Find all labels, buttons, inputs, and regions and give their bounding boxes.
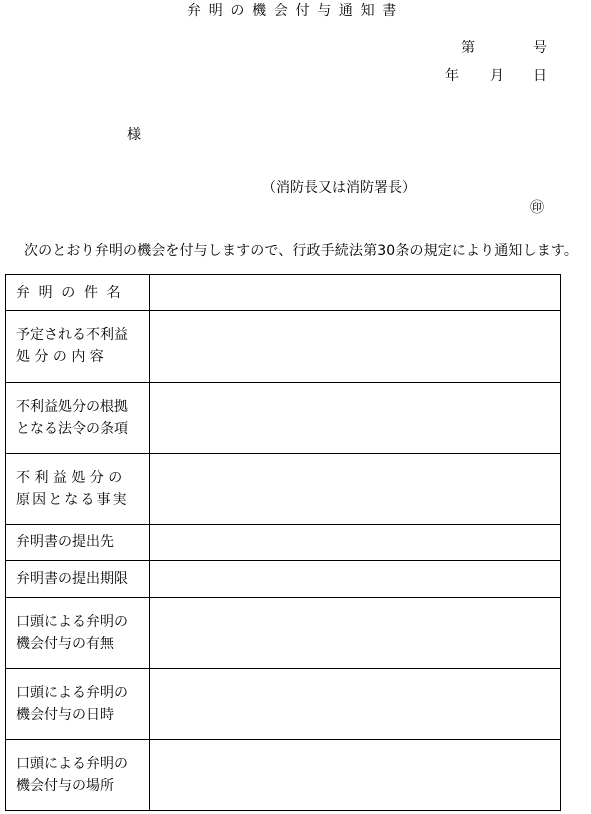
table-row <box>6 382 561 453</box>
table-row <box>6 668 561 739</box>
row-value[interactable] <box>150 739 561 810</box>
row-label <box>6 668 150 739</box>
document-title: 弁明の機会付与通知書 <box>187 3 404 19</box>
table-row <box>6 453 561 524</box>
number-prefix: 第 <box>461 40 475 56</box>
row-value[interactable] <box>150 597 561 668</box>
row-label-line1: 弁 明 の 件 名 <box>16 284 123 301</box>
table-row <box>6 311 561 382</box>
row-label <box>6 561 150 597</box>
row-value[interactable] <box>150 524 561 560</box>
row-value[interactable] <box>150 561 561 597</box>
table-row <box>6 739 561 810</box>
row-label-line2: 原因となる事実 <box>16 491 129 508</box>
row-label-line1: 弁明書の提出先 <box>16 534 114 551</box>
table-row <box>6 597 561 668</box>
table-row <box>6 561 561 597</box>
notice-form-table <box>5 274 561 811</box>
row-value[interactable] <box>150 382 561 453</box>
row-label-line1: 不利益処分の根拠 <box>16 398 128 415</box>
table-row <box>6 524 561 560</box>
addressee-honorific: 様 <box>127 127 141 143</box>
row-label <box>6 275 150 311</box>
row-label-line1: 不 利 益 処 分 の <box>16 469 123 486</box>
row-label-line2: 機会付与の有無 <box>16 635 114 652</box>
intro-paragraph: 次のとおり弁明の機会を付与しますので、行政手続法第30条の規定により通知します。 <box>24 243 579 259</box>
date-month-label: 月 <box>490 68 504 84</box>
row-label-line2: 機会付与の場所 <box>16 777 114 794</box>
row-value[interactable] <box>150 453 561 524</box>
date-year-label: 年 <box>445 68 459 84</box>
number-suffix: 号 <box>533 40 547 56</box>
date-day-label: 日 <box>533 68 547 84</box>
row-label-line1: 口頭による弁明の <box>16 684 128 701</box>
seal-mark: ㊞ <box>530 200 544 216</box>
row-label-line1: 口頭による弁明の <box>16 613 128 630</box>
row-label <box>6 453 150 524</box>
table-row <box>6 275 561 311</box>
row-label <box>6 524 150 560</box>
row-label <box>6 739 150 810</box>
row-value[interactable] <box>150 668 561 739</box>
row-label-line1: 予定される不利益 <box>16 327 128 344</box>
row-label-line2: となる法令の条項 <box>16 420 128 437</box>
row-label <box>6 597 150 668</box>
row-label-line2: 機会付与の日時 <box>16 706 114 723</box>
row-label-line1: 弁明書の提出期限 <box>16 570 128 587</box>
row-value[interactable] <box>150 275 561 311</box>
row-value[interactable] <box>150 311 561 382</box>
row-label <box>6 311 150 382</box>
row-label-line1: 口頭による弁明の <box>16 755 128 772</box>
row-label-line2: 処 分 の 内 容 <box>16 349 104 366</box>
sender-title: （消防長又は消防署長） <box>262 180 416 196</box>
row-label <box>6 382 150 453</box>
